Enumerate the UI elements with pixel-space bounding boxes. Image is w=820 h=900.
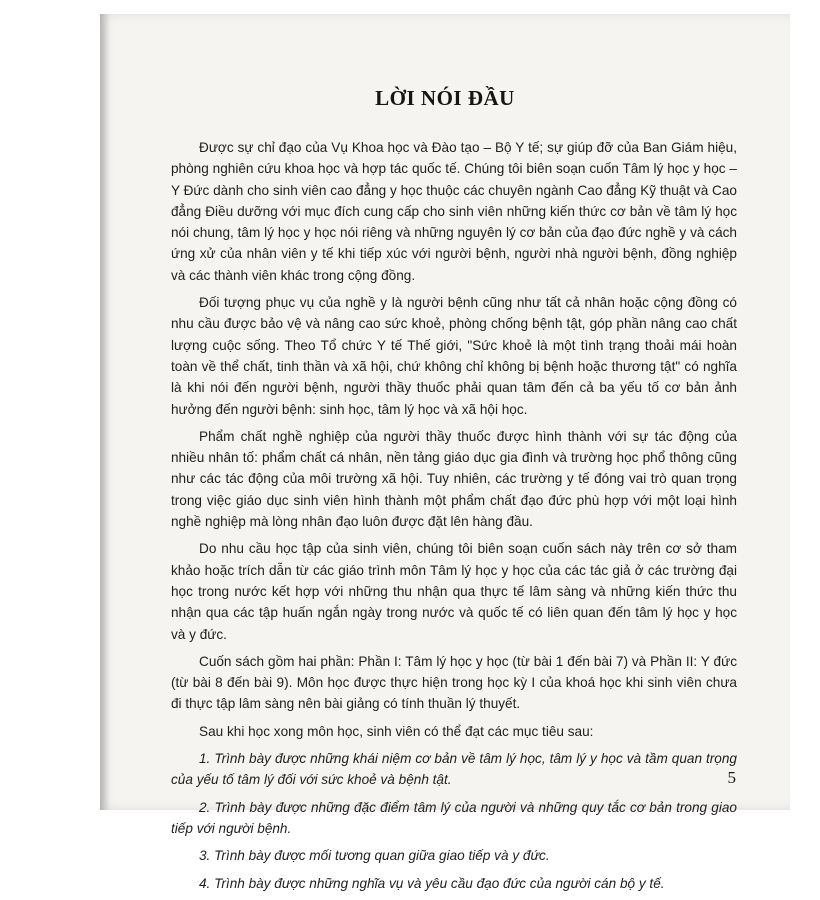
objective-item: 2. Trình bày được những đặc điểm tâm lý của người và những quy tắc cơ bản trong giao tiếp với người bệnh.: [171, 799, 737, 836]
page-number: 5: [727, 768, 736, 787]
objective-item: 1. Trình bày được những khái niệm cơ bản về tâm lý học, tâm lý y học và tầm quan trọng của yếu tố tâm lý đối với sức khoẻ và bệnh tật.: [171, 751, 737, 788]
paragraph: Cuốn sách gồm hai phần: Phần I: Tâm lý học y học (từ bài 1 đến bài 7) và Phần II: Y đức (từ bài 8 đến bài 9). Môn học được thực hiện trong học kỳ I của khoá học khi sinh viên chưa đi thực tập lâm sàng nên bài giảng có tính thuần lý thuyết.: [171, 653, 737, 712]
page-title: LỜI NÓI ĐẦU: [375, 86, 515, 110]
paragraph: Được sự chỉ đạo của Vụ Khoa học và Đào tạo – Bộ Y tế; sự giúp đỡ của Ban Giám hiệu, phòng nghiên cứu khoa học và hợp tác quốc tế. Chúng tôi biên soạn cuốn Tâm lý học y học – Y Đức dành cho sinh viên cao đẳng y học thuộc các chuyên ngành Cao đẳng Kỹ thuật và Cao đẳng Điều dưỡng với mục đích cung cấp cho sinh viên những kiến thức cơ bản về tâm lý học nói chung, tâm lý học y học nói riêng và những nguyên lý cơ bản của đạo đức nghề y và cách ứng xử của nhân viên y tế khi tiếp xúc với người bệnh, người nhà người bệnh, đồng nghiệp và các thành viên khác trong cộng đồng.: [171, 140, 737, 283]
paragraph: Sau khi học xong môn học, sinh viên có thể đạt các mục tiêu sau:: [199, 723, 594, 739]
paragraph: Do nhu cầu học tập của sinh viên, chúng tôi biên soạn cuốn sách này trên cơ sở tham khảo hoặc trích dẫn từ các giáo trình môn Tâm lý học y học của các tác giả ở các trường đại học trong nước kết hợp với những thu nhận qua thực tế lâm sàng và những kiến thức thu nhận qua các tập huấn ngắn ngày trong nước và quốc tế có liên quan đến tâm lý học y học và y đức.: [171, 541, 737, 642]
paragraph: Phẩm chất nghề nghiệp của người thầy thuốc được hình thành với sự tác động của nhiều nhân tố: phẩm chất cá nhân, nền tảng giáo dục gia đình và trường học phổ thông cũng như các tác động của môi trường xã hội. Tuy nhiên, các trường y tế đóng vai trò quan trọng trong việc giáo dục sinh viên hình thành một phẩm chất đạo đức phù hợp với một loại hình nghề nghiệp mà lòng nhân đạo luôn được đặt lên hàng đầu.: [171, 428, 737, 530]
book-page: [100, 14, 790, 891]
body-text: [171, 137, 737, 900]
paragraph: Đối tượng phục vụ của nghề y là người bệnh cũng như tất cả nhân hoặc cộng đồng có nhu cầu được bảo vệ và nâng cao sức khoẻ, phòng chống bệnh tật, góp phần nâng cao chất lượng cuộc sống. Theo Tổ chức Y tế Thế giới, "Sức khoẻ là một tình trạng thoải mái hoàn toàn về thể chất, tinh thần và xã hội, chứ không chỉ không bị bệnh hoặc thương tật" có nghĩa là khi nói đến người bệnh, người thầy thuốc phải quan tâm đến cả ba yếu tố cơ bản ảnh hưởng đến người bệnh: sinh học, tâm lý học và xã hội học.: [171, 295, 737, 417]
page-spine-shadow: [100, 14, 110, 810]
objective-item: 3. Trình bày được mối tương quan giữa giao tiếp và y đức.: [199, 848, 550, 864]
objective-item: 4. Trình bày được những nghĩa vụ và yêu cầu đạo đức của người cán bộ y tế.: [199, 875, 665, 891]
